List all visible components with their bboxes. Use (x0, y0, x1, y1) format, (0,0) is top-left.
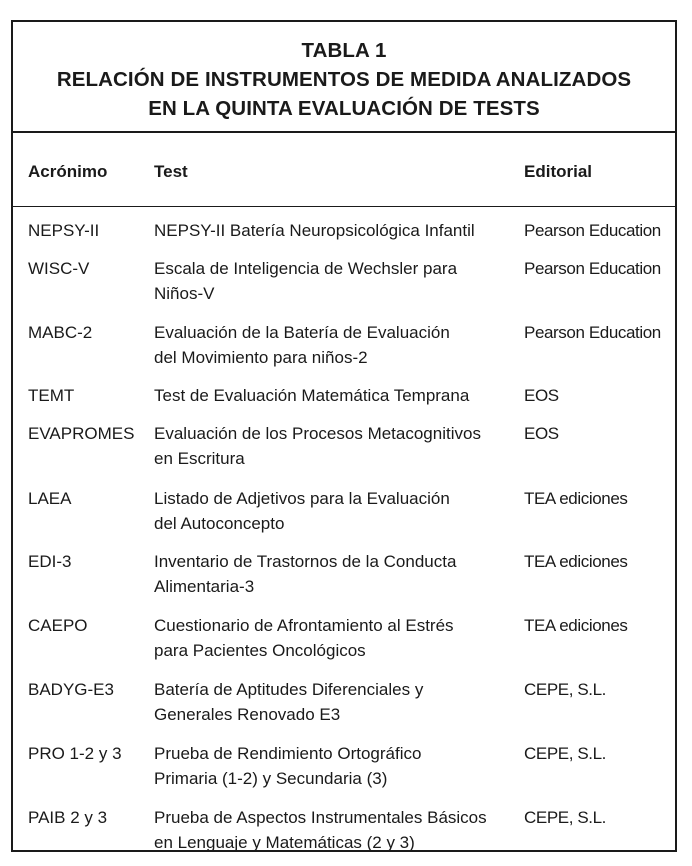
cell-acronym: PRO 1-2 y 3 (28, 744, 122, 763)
cell-test-line: Evaluación de la Batería de Evaluación (154, 323, 450, 342)
cell-test-line: del Movimiento para niños-2 (154, 348, 368, 367)
cell-publisher: TEA ediciones (524, 616, 628, 635)
cell-acronym: EDI-3 (28, 552, 72, 571)
cell-test (154, 218, 516, 243)
cell-test-line: en Lenguaje y Matemáticas (2 y 3) (154, 833, 415, 852)
cell-test-line: Generales Renovado E3 (154, 705, 341, 724)
header-publisher: Editorial (524, 162, 593, 181)
cell-publisher: EOS (524, 424, 559, 443)
cell-test-line: NEPSY-II Batería Neuropsicológica Infantil (154, 221, 475, 240)
cell-test (154, 549, 516, 599)
cell-publisher: Pearson Education (524, 323, 661, 342)
cell-acronym: TEMT (28, 386, 75, 405)
cell-test (154, 421, 516, 471)
cell-publisher: TEA ediciones (524, 489, 628, 508)
cell-acronym: CAEPO (28, 616, 88, 635)
title-line: EN LA QUINTA EVALUACIÓN DE TESTS (148, 97, 540, 120)
cell-test-line: Listado de Adjetivos para la Evaluación (154, 489, 450, 508)
cell-publisher: Pearson Education (524, 221, 661, 240)
cell-publisher: EOS (524, 386, 559, 405)
cell-acronym: LAEA (28, 489, 72, 508)
cell-test-line: del Autoconcepto (154, 514, 285, 533)
cell-acronym: BADYG-E3 (28, 680, 114, 699)
cell-test-line: Batería de Aptitudes Diferenciales y (154, 680, 424, 699)
cell-publisher: Pearson Education (524, 259, 661, 278)
cell-test-line: Evaluación de los Procesos Metacognitivos (154, 424, 481, 443)
cell-acronym: MABC-2 (28, 323, 93, 342)
cell-test (154, 320, 516, 370)
cell-publisher: CEPE, S.L. (524, 808, 606, 827)
header-acronym: Acrónimo (28, 162, 108, 181)
cell-acronym: NEPSY-II (28, 221, 100, 240)
cell-test-line: Prueba de Rendimiento Ortográfico (154, 744, 422, 763)
cell-test-line: Prueba de Aspectos Instrumentales Básicos (154, 808, 487, 827)
cell-test-line: Cuestionario de Afrontamiento al Estrés (154, 616, 454, 635)
cell-publisher: TEA ediciones (524, 552, 628, 571)
cell-test-line: en Escritura (154, 449, 245, 468)
cell-acronym: EVAPROMES (28, 424, 135, 443)
table-title (13, 22, 675, 133)
cell-test (154, 805, 516, 855)
cell-test (154, 677, 516, 727)
cell-publisher: CEPE, S.L. (524, 744, 606, 763)
title-line: TABLA 1 (301, 39, 387, 62)
cell-test-line: Primaria (1-2) y Secundaria (3) (154, 769, 388, 788)
title-line: RELACIÓN DE INSTRUMENTOS DE MEDIDA ANALIZADOS (56, 68, 632, 91)
cell-test (154, 741, 516, 791)
cell-test-line: Alimentaria-3 (154, 577, 255, 596)
cell-test-line: Escala de Inteligencia de Wechsler para (154, 259, 458, 278)
cell-publisher: CEPE, S.L. (524, 680, 606, 699)
cell-test (154, 613, 516, 663)
table-frame (11, 20, 677, 852)
table-header (13, 133, 675, 207)
cell-test-line: Niños-V (154, 284, 215, 303)
cell-test-line: Test de Evaluación Matemática Temprana (154, 386, 470, 405)
header-test: Test (154, 162, 188, 181)
cell-test (154, 256, 516, 306)
cell-test-line: para Pacientes Oncológicos (154, 641, 366, 660)
cell-test (154, 486, 516, 536)
cell-test (154, 383, 516, 408)
cell-test-line: Inventario de Trastornos de la Conducta (154, 552, 457, 571)
cell-acronym: PAIB 2 y 3 (28, 808, 108, 827)
cell-acronym: WISC-V (28, 259, 90, 278)
